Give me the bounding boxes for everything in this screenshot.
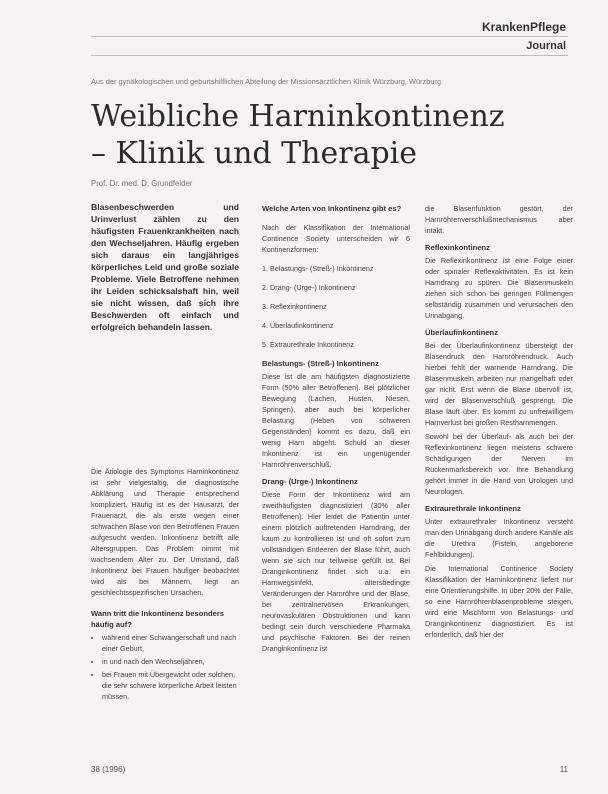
- bullet-list: [91, 632, 239, 702]
- urge-continuation: die Blasenfunktion gestört, der Harnröhrenverschlußmechanismus aber intakt.: [425, 204, 573, 235]
- reflex-paragraph: Die Reflexinkontinenz ist eine Folge einer oder spinaler Reflexaktivitäten. Es ist kein Harndrang zu spüren. Die Blasenmuskeln ziehen sich schon bei geringen Füllmengen selbständig zusammen und verursachen den Urinabgang.: [425, 256, 573, 320]
- list-item: 3. Reflexinkontinenz: [262, 302, 327, 311]
- stress-paragraph: Diese ist die am häufigsten diagnostizierte Form (50% aller Betroffenen). Bei plötzlicher Bewegung (Lachen, Husten, Niesen, Springen), aber auch bei körperlicher Belastung (Heben von schweren Gegenständen) kommt es dazu, daß ein wenig Harn abgeht. Schuld an dieser Inkontinenz ist ein ungenügender Harnröhrenverschluß.: [262, 372, 410, 469]
- header-rule-bottom: [91, 55, 568, 56]
- urge-paragraph: Diese Form der Inkontinenz wird am zweithäufigsten diagnostiziert (30% aller Betroffenen). Hier leidet die Patientin unter einem plötzlich auftretenden Harndrang, der kaum zu kontrollieren ist und oft sofort zum vollständigen Entleeren der Blase führt, auch wenn sie sich nur teilweise gefüllt ist. Bei Dranginkontinenz findet sich u.a. ein Harnwegsinfekt, altersbedingte Veränderungen der Harnröhre und der Blase, bei zentralnervösen Erkrankungen, neurovaskulären Obstruktionen und kann bedingt sein durch verschiedene Pharmaka und psychische Faktoren. Bei der reinen Dranginkontinenz ist: [262, 490, 410, 653]
- article-title: [91, 98, 571, 172]
- list-item: • in und nach den Wechseljahren,: [102, 656, 239, 667]
- urge-heading: Drang- (Urge-) Inkontinenz: [262, 477, 358, 486]
- list-item: 5. Extraurethrale Inkontinenz: [262, 340, 354, 349]
- extraurethral-paragraph: Unter extraurethraler Inkontinenz versteht man den Urinabgang durch andere Kanäle als die Urethra (Fisteln, angeborene Fehlbildungen).: [425, 517, 573, 559]
- journal-name: KrankenPflege: [481, 20, 566, 34]
- page-number: 11: [559, 765, 568, 774]
- footer-issue: 38 (1996): [91, 765, 126, 774]
- extraurethral-heading: Extraurethrale Inkontinenz: [425, 504, 521, 513]
- title-line-1: Weibliche Harninkontinenz: [91, 99, 505, 134]
- types-heading: Welche Arten von Inkontinenz gibt es?: [262, 204, 402, 213]
- list-item: 4. Überlaufinkontinenz: [262, 321, 334, 330]
- column-3: [425, 203, 573, 643]
- list-item: • bei Frauen mit Übergewicht oder solchen, die sehr schwere körperliche Arbeit leisten müssen.: [102, 669, 239, 702]
- intro-paragraph: Blasenbeschwerden und Urinverlust zählen zu den häufigsten Frauenkrankheiten nach den Wechseljahren. Häufig ergeben sich daraus ein langjähriges körperliches Leid und große soziale Probleme. Viele Betroffene nehmen ihr Leiden schicksalshaft hin, weil sie nicht wissen, daß sich ihre Beschwerden oft einfach und erfolgreich behandeln lassen.: [91, 202, 239, 332]
- classification-paragraph: Die International Continence Society Klassifikation der Harninkontinenz liefert nur eine Orientierungshilfe. In über 20% der Fälle, so eine Harnröhrenblasenprobleme steigen, wird eine Mischform von Belastungs- und Dranginkontinenz diagnostiziert. Es ist erforderlich, daß hier der: [425, 564, 573, 639]
- department-line: Aus der gynäkologischen und geburtshilflichen Abteilung der Missionsärztlichen Klinik Würzburg, Würzburg: [91, 77, 442, 86]
- list-item: 1. Belastungs- (Streß-) Inkontinenz: [262, 264, 374, 273]
- column-1-intro: [91, 201, 239, 333]
- reflex-heading: Reflexinkontinenz: [425, 243, 490, 252]
- list-item: 2. Drang- (Urge-) Inkontinenz: [262, 283, 356, 292]
- overflow-paragraph-2: Sowohl bei der Überlauf- als auch bei der Reflexinkontinenz liegen meistens schwere Schädigungen der Nerven im Rückenmarksbereich vor. Ihre Behandlung gehört immer in die Hand von Urologen und Neurologen.: [425, 432, 573, 496]
- column-2: [262, 203, 410, 657]
- overflow-heading: Überlaufinkontinenz: [425, 328, 498, 337]
- etiology-paragraph: Die Ätiologie des Symptoms Harninkontinenz ist sehr vielgestaltig, die diagnostische Abklärung und Therapie entsprechend kompliziert. Häufig ist es der Hausarzt, der Frauenarzt, die als erste wegen einer schwachen Blase von den Betroffenen Frauen aufgesucht werden. Inkontinenz betrifft alle Altersgruppen. Das Problem nimmt mit wachsendem Alter zu. Der Umstand, daß Inkontinenz bei Frauen häufiger beobachtet wird als bei Männern, liegt an geschlechtsspezifischen Ursachen.: [91, 467, 239, 597]
- list-item: • während einer Schwangerschaft und nach einer Geburt,: [102, 632, 239, 654]
- section-name: Journal: [526, 40, 566, 52]
- types-list: [262, 263, 410, 350]
- question-heading: Wann tritt die Inkontinenz besonders häufig auf?: [91, 609, 225, 629]
- types-lead: Nach der Klassifikation der International Continence Society unterscheiden wir 6 Kontinenzformen:: [262, 223, 410, 254]
- header-rule-top: [91, 36, 568, 37]
- author-line: Prof. Dr. med. D. Grundfelder: [91, 179, 193, 188]
- title-line-2: – Klinik und Therapie: [91, 136, 418, 171]
- column-1-body: [91, 466, 239, 704]
- stress-heading: Belastungs- (Streß-) Inkontinenz: [262, 359, 379, 368]
- overflow-paragraph: Bei der Überlaufinkontinenz übersteigt der Blasendruck den Harnröhrendruck. Auch hierbei fehlt der warnende Harndrang. Die Blasenmuskeln arbeiten nur mangelhaft oder gar nicht. Erst wenn die Blase übervoll ist, wird der Blasenverschluß gesprengt. Die Blase läuft über. Es kommt zu unfreiwilligem Harnverlust bei großen Restharnmengen.: [425, 341, 573, 427]
